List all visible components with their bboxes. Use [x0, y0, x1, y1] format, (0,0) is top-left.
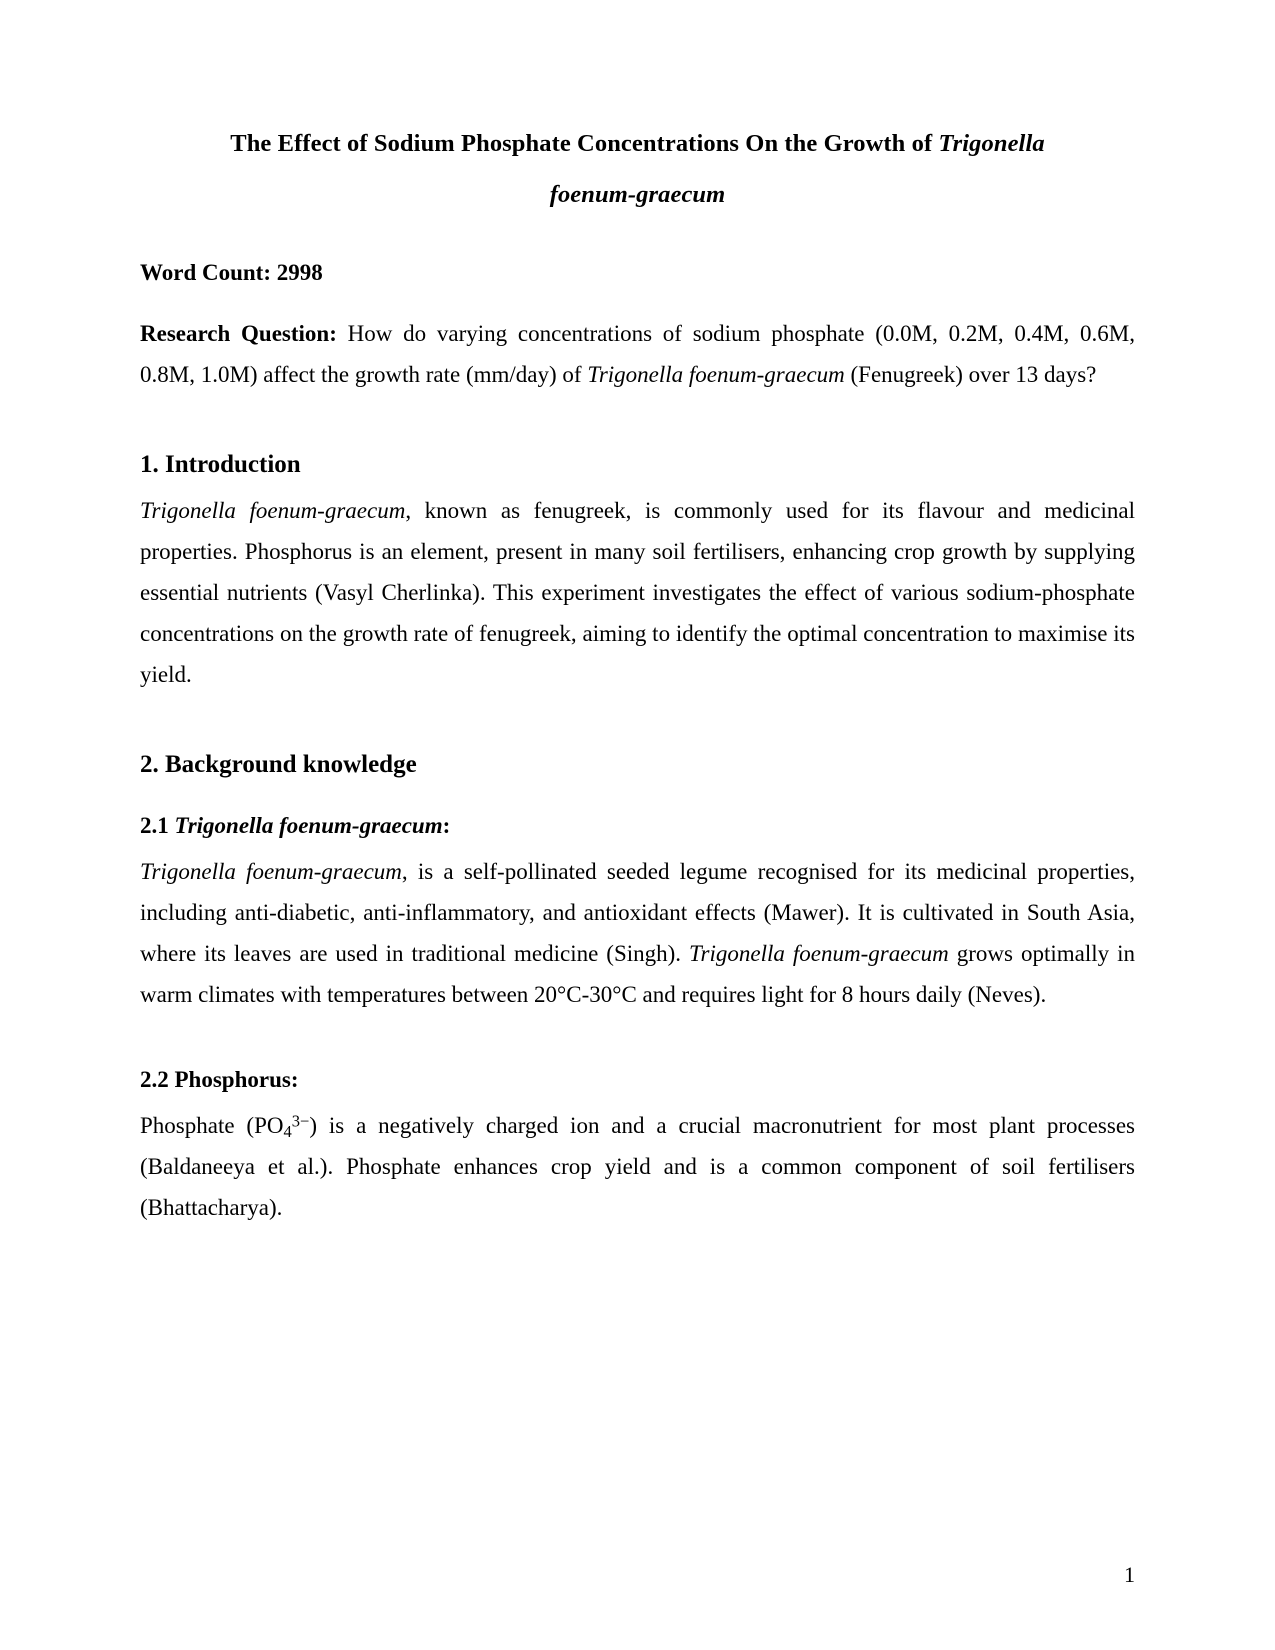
- section-heading-background: 2. Background knowledge: [140, 750, 417, 778]
- subsection-number-22: 2.2: [140, 1067, 175, 1093]
- subsection-number-21: 2.1: [140, 813, 175, 839]
- title-text-main: The Effect of Sodium Phosphate Concentrations On the Growth of: [230, 130, 939, 157]
- research-question-species: Trigonella foenum-graecum: [587, 361, 845, 387]
- word-count: Word Count: 2998: [140, 259, 323, 285]
- subsection-heading-species: [140, 809, 1135, 844]
- title-species-part2: foenum-graecum: [549, 181, 726, 209]
- phosphorus-text-2: ) is a negatively charged ion and a crucial macronutrient for most plant processes (Baldaneeya et al.). Phosphate enhances crop yield and is a common component of soil fertilisers (Bhattacharya).: [140, 1112, 1135, 1220]
- intro-text: , known as fenugreek, is commonly used for its flavour and medicinal properties. Phosphorus is an element, present in many soil fertilisers, enhancing crop growth by supplying essential nutrients (Vasyl Cherlinka). This experiment investigates the effect of various sodium-phosphate concentrations on the growth rate of fenugreek, aiming to identify the optimal concentration to maximise its yield.: [140, 498, 1135, 687]
- intro-species: Trigonella foenum-graecum: [140, 498, 406, 524]
- species-name-lead: Trigonella foenum-graecum: [140, 858, 402, 884]
- paragraph-phosphorus: [140, 1106, 1135, 1229]
- paragraph-introduction: [140, 491, 1135, 696]
- section-heading-introduction: 1. Introduction: [140, 450, 301, 478]
- formula-subscript: 4: [283, 1122, 292, 1142]
- research-question-label: Research Question:: [140, 320, 337, 346]
- species-text-2: grows optimally in warm climates with temperatures between 20°C-30°C and requires light for 8 hours daily (Neves).: [140, 940, 1135, 1007]
- species-text-1: , is a self-pollinated seeded legume recognised for its medicinal properties, including anti-diabetic, anti-inflammatory, and antioxidant effects (Mawer). It is cultivated in South Asia, where its leaves are used in traditional medicine (Singh).: [140, 858, 1135, 966]
- subsection-heading-phosphorus: [140, 1063, 1135, 1098]
- paragraph-species: [140, 852, 1135, 1016]
- subsection-colon-21: :: [442, 813, 451, 839]
- formula-superscript: 3−: [291, 1111, 310, 1131]
- species-name-second: Trigonella foenum-graecum: [689, 940, 949, 966]
- phosphorus-text-1: Phosphate (PO: [140, 1112, 284, 1138]
- page-number: 1: [1124, 1562, 1135, 1587]
- research-question: [140, 314, 1135, 396]
- subsection-title-species: Trigonella foenum-graecum: [174, 813, 443, 839]
- research-question-text-1: How do varying concentrations of sodium phosphate (0.0M, 0.2M, 0.4M, 0.6M, 0.8M, 1.0M) affect the growth rate (mm/day) of: [140, 320, 1135, 387]
- title-species-part1: Trigonella: [938, 130, 1045, 157]
- research-question-text-2: (Fenugreek) over 13 days?: [844, 361, 1097, 387]
- page-title: [140, 118, 1135, 221]
- subsection-title-phosphorus: Phosphorus:: [174, 1067, 299, 1093]
